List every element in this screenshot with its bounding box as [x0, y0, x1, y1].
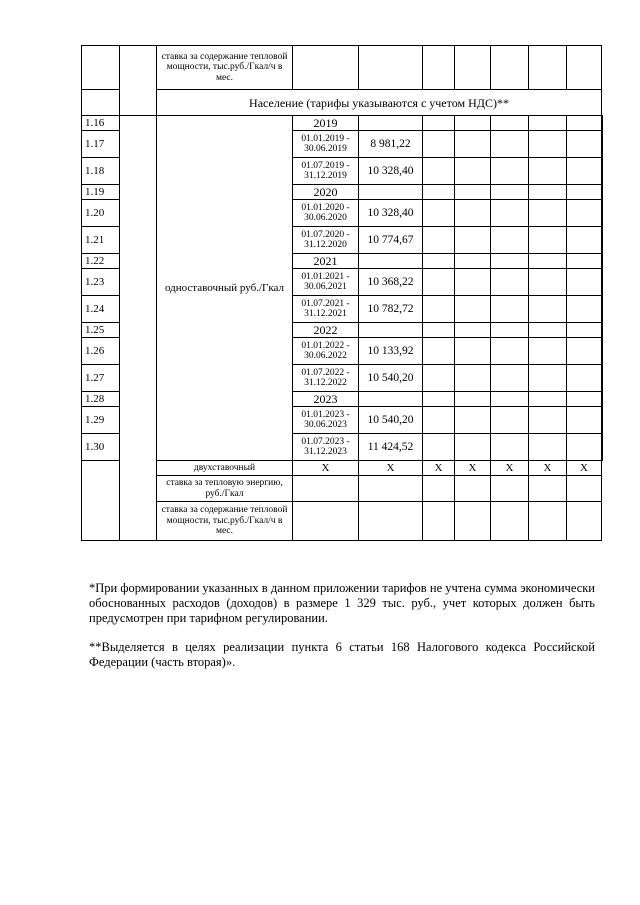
cell-empty: [529, 269, 567, 296]
cell-empty: [491, 502, 529, 541]
cell-empty: [529, 116, 567, 131]
table-row-capacity: [82, 502, 603, 541]
x-mark: X: [567, 461, 602, 476]
cell-empty: [567, 338, 602, 365]
cell-empty: [567, 131, 602, 158]
tariff-value: 10 328,40: [359, 158, 423, 185]
footnote-2: **Выделяется в целях реализации пункта 6 статьи 168 Налогового кодекса Российской Федерации (часть вторая)».: [89, 640, 595, 669]
cell-empty: [359, 392, 423, 407]
row-number: 1.18: [82, 158, 120, 185]
tariff-value: 10 133,92: [359, 338, 423, 365]
cell-empty: [602, 365, 603, 392]
cell-empty: [455, 407, 491, 434]
single-rate-label: одноставочный руб./Гкал: [157, 116, 293, 461]
tariff-value: 10 540,20: [359, 407, 423, 434]
cell-empty: [529, 200, 567, 227]
period-range: 01.07.2020 - 31.12.2020: [293, 227, 359, 254]
cell-empty: [567, 227, 602, 254]
cell-empty: [423, 185, 455, 200]
row-number: 1.19: [82, 185, 120, 200]
cell-col2-empty: [120, 116, 157, 541]
cell-empty: [491, 407, 529, 434]
cell-empty: [529, 323, 567, 338]
row-number: 1.26: [82, 338, 120, 365]
cell-empty: [491, 269, 529, 296]
cell-empty: [455, 46, 491, 90]
cell-empty: [529, 227, 567, 254]
cell-empty: [602, 158, 603, 185]
row-number: 1.29: [82, 407, 120, 434]
x-mark: X: [293, 461, 359, 476]
tariff-value: 11 424,52: [359, 434, 423, 461]
cell-empty: [529, 407, 567, 434]
cell-num-empty: [82, 90, 120, 116]
cell-empty: [455, 200, 491, 227]
table-row-top: [82, 46, 603, 90]
cell-empty: [455, 185, 491, 200]
cell-empty: [529, 131, 567, 158]
cell-empty: [602, 323, 603, 338]
cell-empty: [423, 476, 455, 502]
year-label: 2023: [293, 392, 359, 407]
cell-empty: [293, 502, 359, 541]
cell-empty: [423, 269, 455, 296]
row-number: 1.23: [82, 269, 120, 296]
cell-empty: [423, 200, 455, 227]
cell-empty: [455, 338, 491, 365]
cell-empty: [491, 200, 529, 227]
cell-empty: [491, 323, 529, 338]
capacity-rate-label: ставка за содержание тепловой мощности, тыс.руб./Гкал/ч в мес.: [157, 502, 293, 541]
year-label: 2019: [293, 116, 359, 131]
tariff-value: 10 774,67: [359, 227, 423, 254]
cell-empty: [455, 269, 491, 296]
cell-empty: [423, 131, 455, 158]
footnote-1: *При формировании указанных в данном приложении тарифов не учтена сумма экономически обоснованных расходов (доходов) в размере 1 329 тыс. руб., учет которых должен быть предусмотрен при тарифном регулировании.: [89, 581, 595, 625]
cell-empty: [491, 434, 529, 461]
cell-empty: [423, 434, 455, 461]
cell-num-empty: [82, 46, 120, 90]
cell-empty: [423, 392, 455, 407]
row-number: 1.24: [82, 296, 120, 323]
table-row-twopart: [82, 461, 603, 476]
tariff-value: 10 540,20: [359, 365, 423, 392]
row-number: 1.22: [82, 254, 120, 269]
period-range: 01.07.2019 - 31.12.2019: [293, 158, 359, 185]
cell-empty: [567, 407, 602, 434]
cell-empty: [491, 131, 529, 158]
cell-empty: [602, 185, 603, 200]
cell-empty: [529, 365, 567, 392]
cell-empty: [423, 227, 455, 254]
tariff-table: [81, 45, 603, 541]
cell-empty: [423, 502, 455, 541]
x-mark: X: [529, 461, 567, 476]
period-range: 01.07.2023 - 31.12.2023: [293, 434, 359, 461]
year-label: 2022: [293, 323, 359, 338]
cell-empty: [491, 227, 529, 254]
cell-empty: [455, 116, 491, 131]
section-title: Население (тарифы указываются с учетом НДС)**: [157, 90, 602, 116]
cell-empty: [529, 296, 567, 323]
x-mark: X: [359, 461, 423, 476]
period-range: 01.01.2021 - 30.06.2021: [293, 269, 359, 296]
tariff-value: 10 328,40: [359, 200, 423, 227]
cell-num-empty: [82, 461, 120, 541]
cell-empty: [567, 323, 602, 338]
cell-empty: [602, 407, 603, 434]
cell-empty: [455, 323, 491, 338]
cell-empty: [602, 434, 603, 461]
cell-empty: [359, 502, 423, 541]
cell-empty: [423, 116, 455, 131]
cell-empty: [567, 502, 602, 541]
row-number: 1.16: [82, 116, 120, 131]
cell-empty: [602, 200, 603, 227]
cell-empty: [602, 131, 603, 158]
tariff-value: 10 782,72: [359, 296, 423, 323]
energy-rate-label: ставка за тепловую энергию, руб./Гкал: [157, 476, 293, 502]
period-range: 01.07.2021 - 31.12.2021: [293, 296, 359, 323]
cell-empty: [455, 476, 491, 502]
period-range: 01.01.2022 - 30.06.2022: [293, 338, 359, 365]
cell-empty: [602, 227, 603, 254]
cell-empty: [359, 323, 423, 338]
cell-empty: [455, 227, 491, 254]
cell-empty: [602, 269, 603, 296]
cell-empty: [423, 296, 455, 323]
cell-empty: [359, 185, 423, 200]
cell-empty: [602, 338, 603, 365]
period-range: 01.01.2023 - 30.06.2023: [293, 407, 359, 434]
period-range: 01.07.2022 - 31.12.2022: [293, 365, 359, 392]
capacity-rate-label-top: ставка за содержание тепловой мощности, тыс.руб./Гкал/ч в мес.: [157, 46, 293, 90]
cell-empty: [491, 338, 529, 365]
row-number: 1.17: [82, 131, 120, 158]
cell-empty: [491, 185, 529, 200]
cell-empty: [423, 323, 455, 338]
cell-empty: [359, 46, 423, 90]
cell-empty: [423, 254, 455, 269]
row-number: 1.30: [82, 434, 120, 461]
cell-empty: [491, 116, 529, 131]
cell-empty: [567, 200, 602, 227]
year-label: 2021: [293, 254, 359, 269]
cell-empty: [455, 296, 491, 323]
cell-empty: [491, 476, 529, 502]
cell-empty: [567, 296, 602, 323]
two-part-label: двухставочный: [157, 461, 293, 476]
row-number: 1.27: [82, 365, 120, 392]
cell-empty: [529, 338, 567, 365]
cell-empty: [455, 158, 491, 185]
cell-empty: [423, 158, 455, 185]
cell-empty: [567, 116, 602, 131]
cell-empty: [491, 46, 529, 90]
cell-empty: [359, 254, 423, 269]
cell-empty: [529, 254, 567, 269]
table-row-section: [82, 90, 603, 116]
cell-empty: [423, 407, 455, 434]
row-number: 1.28: [82, 392, 120, 407]
cell-empty: [567, 434, 602, 461]
cell-col2-empty: [120, 46, 157, 116]
cell-empty: [491, 254, 529, 269]
cell-empty: [529, 476, 567, 502]
x-mark: X: [455, 461, 491, 476]
cell-empty: [455, 365, 491, 392]
cell-empty: [567, 46, 602, 90]
cell-empty: [529, 392, 567, 407]
cell-empty: [529, 434, 567, 461]
table-row: [82, 116, 603, 131]
cell-empty: [491, 365, 529, 392]
cell-empty: [567, 392, 602, 407]
row-number: 1.25: [82, 323, 120, 338]
cell-empty: [529, 185, 567, 200]
cell-empty: [455, 131, 491, 158]
cell-empty: [567, 158, 602, 185]
cell-empty: [529, 502, 567, 541]
cell-empty: [567, 365, 602, 392]
cell-empty: [455, 392, 491, 407]
cell-empty: [491, 296, 529, 323]
cell-empty: [567, 254, 602, 269]
cell-empty: [455, 502, 491, 541]
cell-empty: [423, 365, 455, 392]
cell-empty: [602, 116, 603, 131]
cell-empty: [455, 254, 491, 269]
cell-empty: [602, 392, 603, 407]
x-mark: X: [491, 461, 529, 476]
cell-empty: [602, 296, 603, 323]
cell-empty: [602, 254, 603, 269]
cell-empty: [359, 116, 423, 131]
period-range: 01.01.2019 - 30.06.2019: [293, 131, 359, 158]
row-number: 1.21: [82, 227, 120, 254]
x-mark: X: [423, 461, 455, 476]
cell-empty: [359, 476, 423, 502]
table-row-energy: [82, 476, 603, 502]
cell-empty: [529, 46, 567, 90]
cell-empty: [293, 46, 359, 90]
row-number: 1.20: [82, 200, 120, 227]
tariff-value: 8 981,22: [359, 131, 423, 158]
cell-empty: [423, 338, 455, 365]
cell-empty: [455, 434, 491, 461]
tariff-value: 10 368,22: [359, 269, 423, 296]
cell-empty: [491, 392, 529, 407]
year-label: 2020: [293, 185, 359, 200]
cell-empty: [567, 185, 602, 200]
cell-empty: [529, 158, 567, 185]
cell-empty: [567, 476, 602, 502]
cell-empty: [567, 269, 602, 296]
cell-empty: [293, 476, 359, 502]
period-range: 01.01.2020 - 30.06.2020: [293, 200, 359, 227]
cell-empty: [423, 46, 455, 90]
cell-empty: [491, 158, 529, 185]
